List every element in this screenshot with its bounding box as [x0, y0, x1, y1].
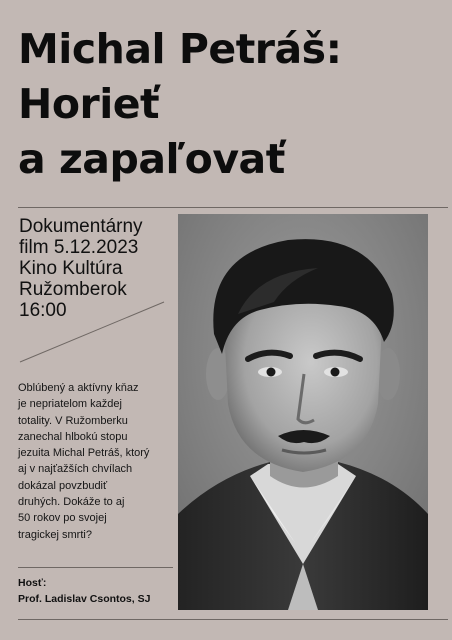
event-venue: Kino Kultúra [19, 258, 123, 279]
event-type: Dokumentárny [19, 216, 143, 237]
description-line: Oblúbený a aktívny kňaz [18, 382, 139, 394]
description-line: aj v najťažších chvílach [18, 463, 133, 476]
description-line: jezuita Michal Petráš, ktorý [18, 447, 150, 460]
description-line: je nepriatelom každej [18, 398, 122, 411]
poster-title [18, 22, 438, 187]
description-line: zanechal hlbokú stopu [18, 430, 128, 443]
description-line: druhých. Dokáže to aj [18, 496, 125, 509]
event-date: film 5.12.2023 [19, 237, 139, 258]
title-line-2: Horieť [18, 80, 160, 128]
description-line: 50 rokov po svojej [18, 512, 107, 525]
diagonal-divider [18, 300, 168, 370]
guest-name: Prof. Ladislav Csontos, SJ [18, 593, 151, 605]
title-line-3: a zapaľovať [18, 135, 285, 183]
guest-info [18, 575, 188, 607]
divider-guest [18, 567, 173, 568]
divider-top [18, 207, 448, 208]
description-line: totality. V Ružomberku [18, 414, 128, 427]
event-city: Ružomberok [19, 279, 127, 300]
event-time: 16:00 [19, 300, 67, 321]
divider-bottom [18, 619, 448, 620]
description-line: tragickej smrti? [18, 528, 92, 541]
description-line: dokázal povzbudiť [18, 479, 108, 492]
portrait-photo [178, 214, 428, 610]
title-line-1: Michal Petráš: [18, 25, 342, 73]
event-description [18, 380, 168, 543]
guest-label: Hosť: [18, 577, 47, 589]
